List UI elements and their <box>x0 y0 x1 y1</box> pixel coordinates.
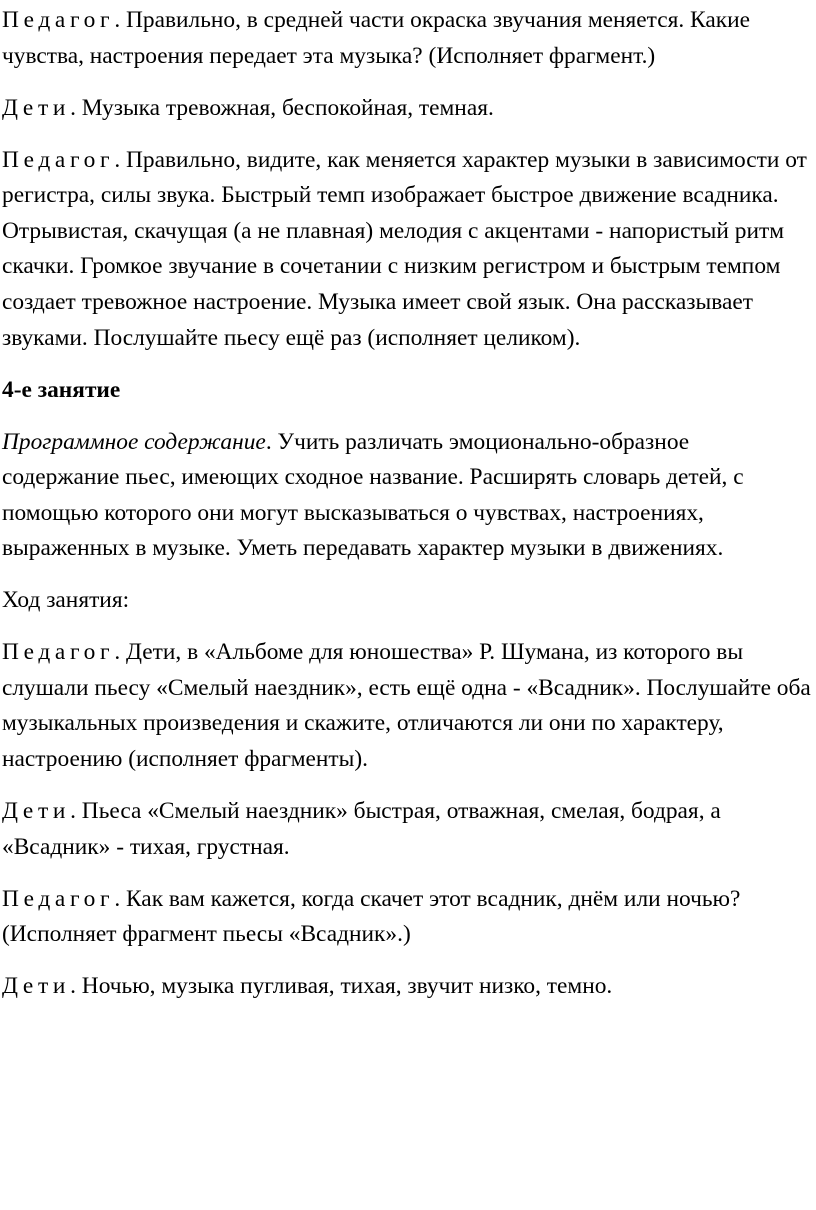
dialogue-text: Правильно, видите, как меняется характер музыки в зависимости от регистра, силы звука. Быстрый темп изображает быстрое движение всадника. Отрывистая, скачущая (а не плавная) мелодия с акцентами - напористый ритм скачки. Громкое звучание в сочетании с низким регистром и быстрым темпом создает тревожное настроение. Музыка имеет свой язык. Она рассказывает звуками. Послушайте пьесу ещё раз (исполняет целиком). <box>2 146 807 351</box>
speaker-label: Педагог <box>2 146 115 173</box>
dialogue-text: Правильно, в средней части окраска звучания меняется. Какие чувства, настроения передает эта музыка? (Исполняет фрагмент.) <box>2 7 750 69</box>
section-heading: 4-е занятие <box>2 376 121 403</box>
dialogue-paragraph: Педагог. Правильно, в средней части окраска звучания меняется. Какие чувства, настроения передает эта музыка? (Исполняет фрагмент.) <box>2 7 750 69</box>
dialogue-paragraph: Дети. Пьеса «Смелый наездник» быстрая, отважная, смелая, бодрая, а «Всадник» - тихая, грустная. <box>2 798 721 860</box>
lesson-flow-label: Ход занятия: <box>2 587 130 614</box>
dialogue-text: Ночью, музыка пугливая, тихая, звучит низко, темно. <box>81 973 613 1000</box>
dialogue-text: Дети, в «Альбоме для юношества» Р. Шумана, из которого вы слушали пьесу «Смелый наездник», есть ещё одна - «Всадник». Послушайте оба музыкальных произведения и скажите, отличаются ли они по характеру, настроению (исполняет фрагменты). <box>2 639 811 773</box>
dialogue-paragraph: Дети. Ночью, музыка пугливая, тихая, звучит низко, темно. <box>2 973 613 1000</box>
speaker-label: Педагог <box>2 7 115 33</box>
speaker-label: Педагог <box>2 639 115 666</box>
speaker-label: Дети <box>2 798 71 825</box>
speaker-label: Дети <box>2 94 71 121</box>
program-text: Учить различать эмоционально-образное содержание пьес, имеющих сходное название. Расширять словарь детей, с помощью которого они могут высказываться о чувствах, настроениях, выраженных в музыке. Уметь передавать характер музыки в движениях. <box>2 428 744 562</box>
speaker-label: Педагог <box>2 885 115 912</box>
speaker-label: Дети <box>2 973 71 1000</box>
program-paragraph: Программное содержание. Учить различать эмоционально-образное содержание пьес, имеющих сходное название. Расширять словарь детей, с помощью которого они могут высказываться о чувствах, настроениях, выраженных в музыке. Уметь передавать характер музыки в движениях. <box>2 428 744 562</box>
dialogue-text: Пьеса «Смелый наездник» быстрая, отважная, смелая, бодрая, а «Всадник» - тихая, грустная. <box>2 798 721 860</box>
dialogue-paragraph: Дети. Музыка тревожная, беспокойная, темная. <box>2 94 494 121</box>
dialogue-paragraph: Педагог. Как вам кажется, когда скачет этот всадник, днём или ночью? (Исполняет фрагмент пьесы «Всадник».) <box>2 885 741 948</box>
dialogue-text: Как вам кажется, когда скачет этот всадник, днём или ночью? (Исполняет фрагмент пьесы «Всадник».) <box>2 885 741 948</box>
dialogue-text: Музыка тревожная, беспокойная, темная. <box>81 94 494 121</box>
dialogue-paragraph: Педагог. Правильно, видите, как меняется характер музыки в зависимости от регистра, силы звука. Быстрый темп изображает быстрое движение всадника. Отрывистая, скачущая (а не плавная) мелодия с акцентами - напористый ритм скачки. Громкое звучание в сочетании с низким регистром и быстрым темпом создает тревожное настроение. Музыка имеет свой язык. Она рассказывает звуками. Послушайте пьесу ещё раз (исполняет целиком). <box>2 146 807 351</box>
dialogue-paragraph: Педагог. Дети, в «Альбоме для юношества» Р. Шумана, из которого вы слушали пьесу «Смелый наездник», есть ещё одна - «Всадник». Послушайте оба музыкальных произведения и скажите, отличаются ли они по характеру, настроению (исполняет фрагменты). <box>2 639 811 773</box>
program-label: Программное содержание <box>2 428 266 455</box>
document-page <box>2 3 812 1021</box>
